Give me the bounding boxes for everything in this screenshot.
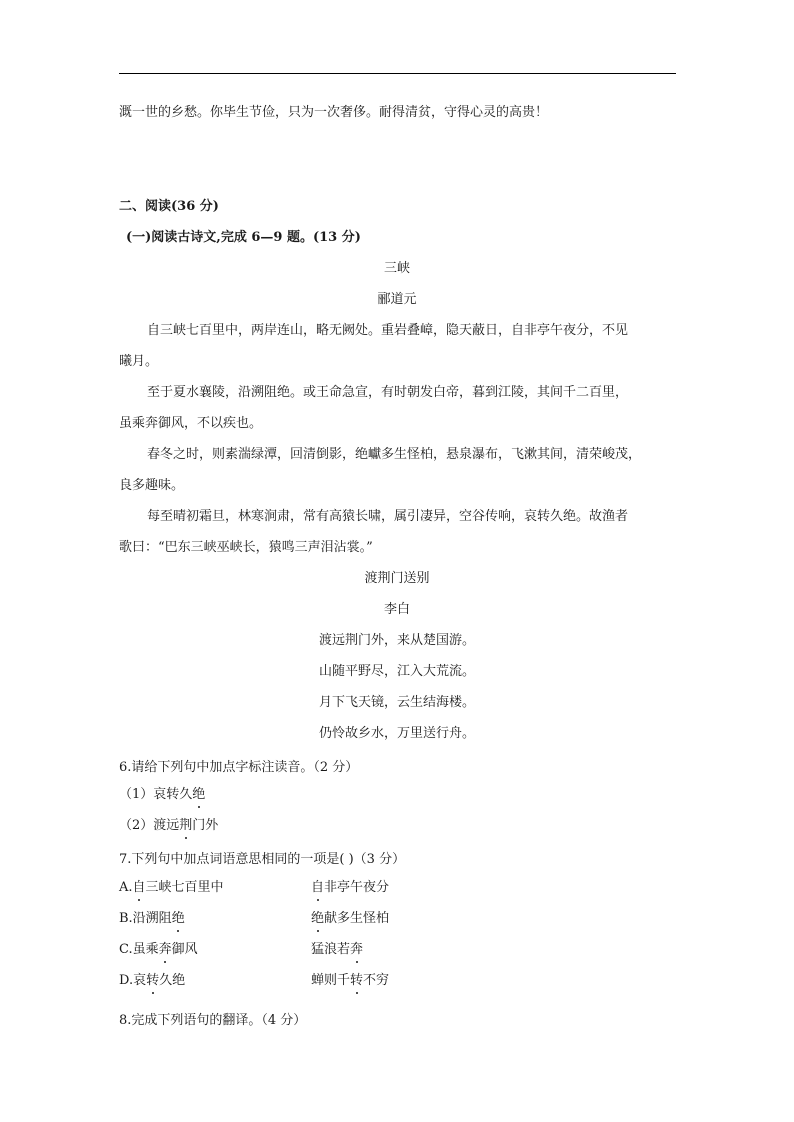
prose-paragraph-3-line-2: 良多趣味。 xyxy=(119,478,185,493)
question-7-option-c-right: 猛浪若奔 xyxy=(311,942,364,957)
prose-paragraph-4-line-1: 每至晴初霜旦，林寒涧肃，常有高猿长啸，属引凄异，空谷传响，哀转久绝。故渔者 xyxy=(147,509,629,524)
dotted-char: 转 xyxy=(146,973,160,988)
dotted-char: 绝 xyxy=(311,911,325,926)
poem-line-4: 仍怜故乡水，万里送行舟。 xyxy=(318,726,475,741)
prose-paragraph-2-line-2: 虽乘奔御风，不以疾也。 xyxy=(119,416,263,431)
dotted-char: 荆 xyxy=(179,818,193,833)
dotted-char: 自 xyxy=(311,880,325,895)
question-8-stem: 8.完成下列语句的翻译。（4 分） xyxy=(119,1013,307,1028)
dotted-char: 绝 xyxy=(192,787,206,802)
question-7-option-c-left: C.虽乘奔御风 xyxy=(119,942,198,957)
question-7-option-b-right: 绝献多生怪柏 xyxy=(311,911,390,926)
dotted-char: 奔 xyxy=(158,942,172,957)
prose-author: 郦道元 xyxy=(377,292,417,307)
question-6-stem: 6.请给下列句中加点字标注读音。（2 分） xyxy=(119,760,359,775)
question-7-option-d-left: D.哀转久绝 xyxy=(119,973,186,988)
question-7-stem: 7.下列句中加点词语意思相同的一项是( )（3 分） xyxy=(119,852,406,867)
poem-line-2: 山随平野尽，江入大荒流。 xyxy=(318,664,475,679)
prose-paragraph-2-line-1: 至于夏水襄陵，沿溯阻绝。或王命急宣，有时朝发白帝，暮到江陵，其间千二百里， xyxy=(147,385,629,400)
prose-paragraph-3-line-1: 春冬之时，则素湍绿潭，回清倒影，绝巘多生怪柏，悬泉瀑布，飞漱其间，清荣峻茂， xyxy=(147,447,642,462)
poem-title: 渡荆门送别 xyxy=(364,571,430,586)
prose-paragraph-1-line-1: 自三峡七百里中，两岸连山，略无阙处。重岩叠嶂，隐天蔽日，自非亭午夜分，不见 xyxy=(147,323,629,338)
poem-line-1: 渡远荆门外，来从楚国游。 xyxy=(318,633,475,648)
section-title: 二、阅读(36 分) xyxy=(119,199,219,214)
question-7-option-d-right: 蝉则千转不穷 xyxy=(311,973,390,988)
question-7-option-a-right: 自非亭午夜分 xyxy=(311,880,390,895)
question-7-option-a-left: A.自三峡七百里中 xyxy=(119,880,224,895)
prose-paragraph-1-line-2: 曦月。 xyxy=(119,354,159,369)
continued-text: 溉一世的乡愁。你毕生节俭，只为一次奢侈。耐得清贫，守得心灵的高贵！ xyxy=(119,105,549,120)
prose-title: 三峡 xyxy=(383,261,410,276)
poem-line-3: 月下飞天镜，云生结海楼。 xyxy=(318,695,475,710)
dotted-char: 绝 xyxy=(171,911,185,926)
dotted-char: 转 xyxy=(350,973,364,988)
header-rule xyxy=(119,73,676,74)
poem-author: 李白 xyxy=(383,602,410,617)
subsection-title: (一)阅读古诗文,完成 6—9 题。(13 分) xyxy=(126,230,361,245)
question-7-option-b-left: B.沿溯阻绝 xyxy=(119,911,185,926)
question-6-item-2: （2）渡远荆门外 xyxy=(119,818,219,833)
question-6-item-1: （1）哀转久绝 xyxy=(119,787,206,802)
dotted-char: 奔 xyxy=(350,942,364,957)
dotted-char: 自 xyxy=(132,880,146,895)
prose-paragraph-4-line-2: 歌曰：“巴东三峡巫峡长，猿鸣三声泪沾裳。” xyxy=(119,540,373,555)
